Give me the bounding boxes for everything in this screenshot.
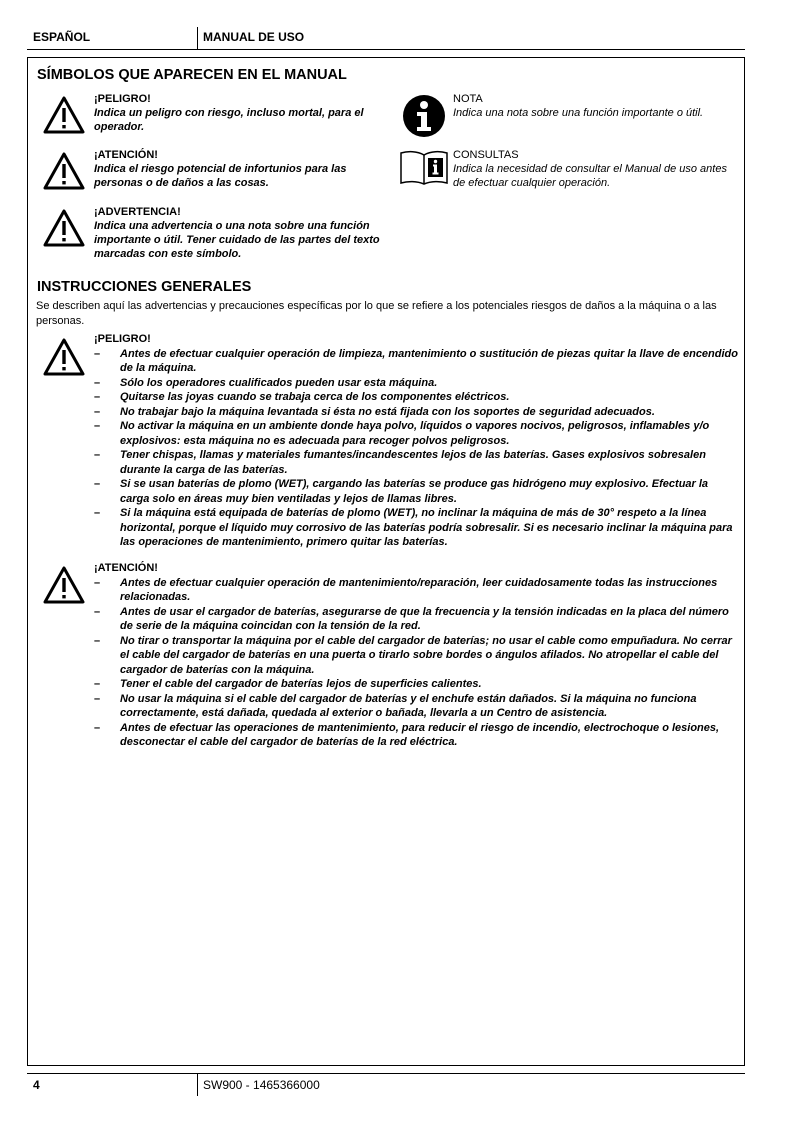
- list-dash: –: [94, 391, 101, 403]
- book-info-icon: [399, 149, 449, 185]
- list-item-text: Antes de efectuar cualquier operación de mantenimiento/reparación, leer cuidadosamente todas las instrucciones relacionadas.: [120, 576, 718, 603]
- list-item: [94, 376, 739, 391]
- atencion-block-title: ¡ATENCIÓN!: [94, 562, 158, 574]
- list-dash: –: [94, 692, 101, 705]
- header-title: MANUAL DE USO: [203, 30, 305, 44]
- list-item: [94, 576, 739, 605]
- footer-divider: [197, 1074, 198, 1096]
- list-dash: –: [94, 634, 101, 647]
- list-dash: –: [94, 405, 101, 418]
- list-item: [94, 448, 739, 477]
- symbol-advertencia-text: Indica una advertencia o una nota sobre una función importante o útil. Tener cuidado de las partes del texto marcadas con este símbolo.: [94, 220, 380, 260]
- symbol-atencion: [94, 148, 384, 190]
- symbols-heading: SÍMBOLOS QUE APARECEN EN EL MANUAL: [37, 67, 347, 83]
- list-item: [94, 605, 739, 634]
- header-divider: [197, 27, 198, 49]
- list-dash: –: [94, 678, 101, 690]
- symbol-atencion-text: Indica el riesgo potencial de infortunios para las personas o de daños a las cosas.: [94, 163, 347, 189]
- list-item-text: Antes de efectuar las operaciones de mantenimiento, para reducir el riesgo de incendio, electrochoque o lesiones, desconectar el cable del cargador de baterías de la red eléctrica.: [120, 721, 720, 748]
- list-item-text: Si la máquina está equipada de baterías de plomo (WET), no inclinar la máquina de más de 30° respeto a la línea horizontal, porque el líquido muy corrosivo de las baterías podría sobresalir. Si es necesario inclinar la máquina para las operaciones de mantenimiento, primero quitar las baterías.: [120, 507, 733, 548]
- list-dash: –: [94, 605, 101, 618]
- warning-triangle-icon: [42, 208, 86, 248]
- info-icon: [402, 94, 446, 138]
- list-item: [94, 692, 739, 721]
- warning-triangle-icon: [42, 565, 86, 605]
- general-heading: INSTRUCCIONES GENERALES: [37, 279, 252, 295]
- list-item: [94, 477, 739, 506]
- page-header: [27, 27, 745, 50]
- peligro-block-title: ¡PELIGRO!: [94, 333, 151, 345]
- list-dash: –: [94, 721, 101, 734]
- symbol-nota-title: NOTA: [453, 93, 483, 105]
- list-item: [94, 677, 739, 692]
- list-item-text: Antes de efectuar cualquier operación de limpieza, mantenimiento o sustitución de piezas quitar la llave de encendido de la máquina.: [120, 347, 738, 374]
- list-dash: –: [94, 507, 101, 519]
- peligro-block: [94, 332, 739, 550]
- list-dash: –: [94, 420, 101, 432]
- warning-triangle-icon: [42, 337, 86, 377]
- list-dash: –: [94, 376, 101, 389]
- symbol-atencion-title: ¡ATENCIÓN!: [94, 149, 158, 161]
- list-item: [94, 721, 739, 750]
- atencion-block: [94, 561, 739, 750]
- list-item-text: Si se usan baterías de plomo (WET), cargando las baterías se produce gas hidrógeno muy explosivo. Efectuar la carga solo en áreas muy bien ventiladas y lejos de llamas libres.: [120, 478, 709, 505]
- list-item-text: Tener el cable del cargador de baterías lejos de superficies calientes.: [120, 678, 482, 690]
- symbol-consultas-text: Indica la necesidad de consultar el Manual de uso antes de efectuar cualquier operación.: [453, 163, 727, 189]
- list-item-text: Tener chispas, llamas y materiales fumantes/incandescentes lejos de las baterías. Gases explosivos sobresalen durante la carga de las baterías.: [120, 449, 706, 476]
- list-item-text: Antes de usar el cargador de baterías, asegurarse de que la frecuencia y la tensión indicadas en la placa del número de serie de la máquina coincidan con la tensión de la red.: [120, 605, 729, 632]
- header-language: ESPAÑOL: [33, 30, 91, 44]
- list-item: [94, 347, 739, 376]
- list-dash: –: [94, 478, 101, 490]
- list-dash: –: [94, 449, 101, 461]
- list-item-text: No usar la máquina si el cable del cargador de baterías y el enchufe están dañados. Si la máquina no funciona correctamente, está dañada, quedada al exterior o bañada, llevarla a un Centro de asistencia.: [120, 692, 697, 719]
- symbol-advertencia: [94, 205, 384, 261]
- list-item-text: Sólo los operadores cualificados pueden usar esta máquina.: [120, 376, 438, 389]
- list-item: [94, 390, 739, 405]
- list-item: [94, 405, 739, 420]
- symbol-consultas-title: CONSULTAS: [453, 149, 519, 161]
- symbol-nota-text: Indica una nota sobre una función importante o útil.: [453, 107, 704, 119]
- warning-triangle-icon: [42, 151, 86, 191]
- model-code: SW900 - 1465366000: [203, 1078, 320, 1092]
- list-dash: –: [94, 576, 101, 589]
- symbol-peligro-title: ¡PELIGRO!: [94, 93, 151, 105]
- list-item-text: No trabajar bajo la máquina levantada si ésta no está fijada con los soportes de seguridad adecuados.: [120, 405, 655, 418]
- symbol-consultas: [453, 148, 738, 190]
- general-intro: Se describen aquí las advertencias y precauciones específicas por lo que se refiere a los potenciales riesgos de daños a la máquina o a las personas.: [36, 300, 717, 327]
- atencion-list: [94, 576, 739, 750]
- list-item-text: Quitarse las joyas cuando se trabaja cerca de los componentes eléctricos.: [120, 391, 510, 403]
- list-dash: –: [94, 347, 101, 360]
- symbol-peligro-text: Indica un peligro con riesgo, incluso mortal, para el operador.: [94, 107, 364, 133]
- symbol-advertencia-title: ¡ADVERTENCIA!: [94, 206, 181, 218]
- symbol-nota: [453, 92, 738, 120]
- list-item: [94, 634, 739, 678]
- page-footer: [27, 1073, 745, 1096]
- list-item: [94, 419, 739, 448]
- warning-triangle-icon: [42, 95, 86, 135]
- list-item-text: No activar la máquina en un ambiente donde haya polvo, líquidos o vapores nocivos, peligrosos, inflamables y/o explosivos: esta máquina no es adecuada para recoger polvos peligrosos.: [120, 420, 710, 447]
- list-item: [94, 506, 739, 550]
- list-item-text: No tirar o transportar la máquina por el cable del cargador de baterías; no usar el cable como empuñadura. No cerrar el cable del cargador de baterías en una puerta o tirarlo sobre bordes o ángulos afilados. No atropellar el cable del cargador de baterías con la máquina.: [120, 634, 732, 676]
- peligro-list: [94, 347, 739, 550]
- page-number: 4: [33, 1078, 40, 1092]
- symbol-peligro: [94, 92, 384, 134]
